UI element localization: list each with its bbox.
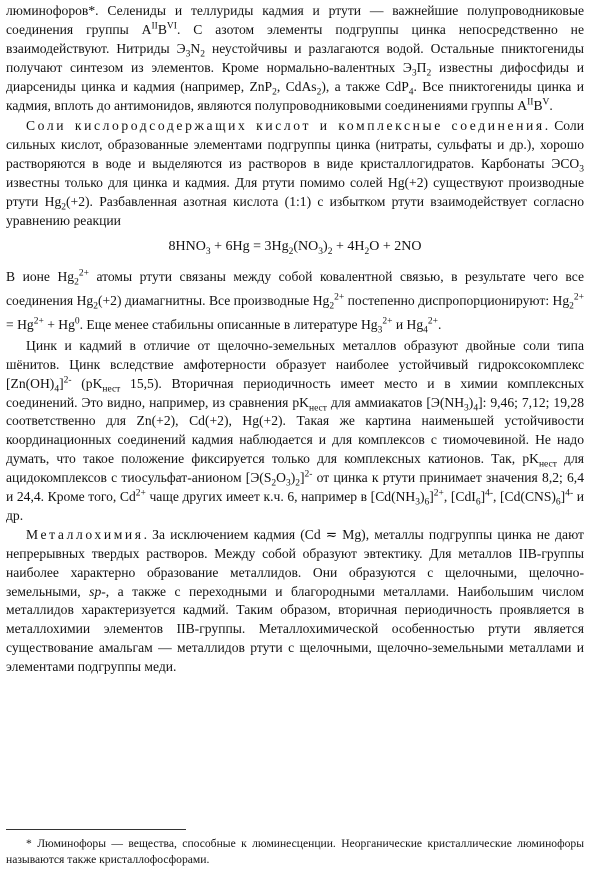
paragraph-metallochemistry [6, 526, 584, 677]
subscript: 2 [295, 478, 300, 489]
paragraph-complexes [6, 337, 584, 526]
superscript: 2+ [135, 488, 146, 499]
subscript: 2 [569, 301, 574, 312]
subscript: 4 [54, 384, 60, 395]
subscript: 2 [200, 49, 205, 60]
text-run: + Hg [43, 316, 75, 332]
text-run: В ионе Hg [6, 268, 75, 284]
subscript: 3 [318, 246, 324, 257]
text-run: . Соли сильных кислот, образованные элементами подгруппы цинка (нитраты, сульфаты и др.), хорошо растворяются в воде и выделяются из растворов в виде кристаллогидратов. Карбонаты ЭCO [6, 118, 584, 172]
text-run: -, а также с переходными и благородными металлами. Наибольшим числом металлидов характеризуется кадмий. Таким образом, вторичная периодичность проявляется в металлохимии элементов IIB-группы. Металлохимической особенностью ртути является существование амальгам — металлидов ртути с щелочными, щелочно-земельными металлами и элементами подгруппы меди. [6, 583, 584, 675]
text-run: . За исключением кадмия (Cd [143, 526, 326, 542]
subscript: 3 [205, 246, 211, 257]
text-run: 8HNO [168, 238, 206, 254]
superscript: V [542, 97, 550, 107]
text-run: неустойчивы и разлагаются водой. Остальные пниктогениды получают синтезом из элементов. Кроме нормально-валентных Э [6, 40, 585, 75]
text-run: известны только для цинка и кадмия. Для ртути помимо солей Hg(+2) существуют производные ртути Hg [6, 175, 584, 210]
subscript: 4 [423, 325, 428, 336]
text-run: ]: 9,46; 7,12; 19,28 соответственно для Zn(+2), Cd(+2), Hg(+2). Такая же картина наименьшей устойчивости координационных соединений кадмия наблюдается и для комплексов с тиомочевиной. Не надо думать, что такое положение фиксируется только для комплексных катионов. Так, pK [6, 394, 584, 467]
text-run: N [190, 40, 201, 56]
text-run: . С азотом элементы подгруппы цинка непосредственно не взаимодействуют. Нитриды Э [6, 21, 584, 56]
subscript: 3 [185, 49, 191, 60]
text-run: Цинк и кадмий в отличие от щелочно-земельных металлов образуют двойные соли типа шёнитов. Цинк вследствие амфотерности образует наиболее устойчивый гидроксокомплекс [Zn(OH) [6, 337, 584, 391]
text-run: известны дифосфиды и диарсениды цинка и кадмия (например, ZnP [6, 59, 584, 94]
text-run: и др. [6, 489, 585, 523]
subscript: 2 [364, 246, 370, 257]
subscript: 3 [377, 325, 383, 336]
subscript: 2 [329, 301, 335, 312]
text-run: = Hg [6, 316, 34, 332]
subscript: нест [308, 403, 327, 414]
paragraph-semiconductors [6, 2, 584, 115]
subscript: 3 [579, 164, 584, 175]
text-run: и Hg [392, 316, 424, 332]
subscript: 6 [555, 497, 561, 508]
subscript: 2 [271, 478, 277, 489]
text-run: ) [419, 489, 425, 505]
text-run: от цинка к ртути принимает значения 8,2; 6,4 и 24,4. Кроме того, Cd [6, 470, 584, 505]
text-run: ) [468, 394, 474, 410]
superscript: 2+ [334, 292, 345, 303]
text-run: , CdAs [276, 78, 317, 94]
text-run: . Все пниктогениды цинка и кадмия, вплоть до антимонидов, являются полупроводниковыми соединениями группы A [6, 78, 584, 113]
subscript: 2 [93, 301, 98, 312]
subscript: 4 [408, 87, 414, 98]
text-run: B [157, 21, 167, 37]
superscript: 4- [565, 488, 574, 499]
footnote-divider [6, 829, 186, 830]
superscript: II [527, 97, 534, 107]
text-run: B [533, 97, 543, 113]
superscript: 2+ [382, 316, 393, 327]
text-run: постепенно диспропорционируют: Hg [344, 292, 570, 308]
superscript: 0 [74, 316, 80, 327]
text-run: . Еще менее стабильны описанные в литературе Hg [79, 316, 378, 332]
text-run: ] [429, 489, 434, 505]
text-run: ] [300, 470, 305, 486]
superscript: VI [166, 21, 177, 32]
paragraph-mercury-ion [6, 265, 584, 337]
superscript: 2+ [427, 316, 438, 327]
text-run: ) [290, 470, 296, 486]
text-run: для аммиакатов [Э(NH [326, 394, 465, 410]
superscript: 2+ [433, 488, 444, 499]
subscript: 3 [415, 497, 420, 508]
text-run: O [276, 470, 286, 486]
subscript: 2 [272, 87, 277, 98]
superscript: 2+ [33, 316, 44, 327]
text-run: (pK [71, 375, 103, 391]
text-run: для ацидокомплексов с тиосульфат-анионом [Э(S [6, 451, 584, 486]
subscript: нест [102, 384, 121, 395]
approx-equal-symbol: ≂ [325, 526, 338, 542]
superscript: 2- [63, 375, 72, 386]
footnote: * Люминофоры — вещества, способные к люминесценции. Неорганические кристаллические люминофоры называются также кристаллофосфорами. [6, 837, 584, 866]
subscript: 3 [411, 68, 417, 79]
reaction-equation [6, 238, 584, 257]
text-run: . [438, 316, 442, 332]
subscript: 6 [475, 497, 481, 508]
superscript: 2+ [573, 292, 584, 303]
text-run: люминофоров*. Селениды и теллуриды кадмия и ртути — важнейшие полупроводниковые соединения группы A [6, 3, 584, 37]
text-run: ), а также CdP [321, 78, 409, 94]
text-run: ] [560, 489, 566, 505]
paragraph-oxysalts [6, 117, 584, 230]
text-run: + 6Hg = 3Hg [210, 238, 289, 254]
text-run: (+2) диамагнитны. Все производные Hg [97, 292, 330, 308]
subscript: 2 [288, 246, 294, 257]
superscript: 2- [304, 469, 313, 480]
subscript: нест [538, 459, 557, 470]
subscript: 2 [74, 277, 79, 288]
text-run: ] [59, 375, 64, 391]
section-heading-oxysalts: Соли кислородсодержащих кислот и комплексные соединения [26, 118, 545, 134]
text-run: , [Cd(CNS) [493, 489, 556, 505]
subscript: 2 [327, 246, 333, 257]
subscript: 3 [464, 403, 469, 414]
subscript: 6 [424, 497, 430, 508]
text-run: Mg), металлы подгруппы цинка не дают непрерывных твердых растворов. Между собой образуют эвтектику. Для металлов IIB-группы наиболее характерно образование металлидов. Они образуются с щелочными, щелочно-земельными, [6, 526, 584, 599]
text-run: , [CdI [443, 489, 476, 505]
superscript: 2+ [78, 268, 89, 279]
text-run: . [549, 97, 553, 113]
text-run: (+2). Разбавленная азотная кислота (1:1) с избытком ртути взаимодействует согласно уравнению реакции [6, 194, 584, 228]
subscript: 2 [61, 202, 67, 213]
text-run: П [416, 59, 427, 75]
text-run: O + 2NO [369, 238, 422, 254]
subscript: 2 [316, 87, 322, 98]
text-run: + 4H [332, 238, 365, 254]
superscript: 4- [485, 488, 494, 499]
text-run: чаще других имеет к.ч. 6, например в [Cd(NH [145, 489, 416, 505]
subscript: 4 [473, 403, 479, 414]
text-run: ) [323, 238, 328, 254]
text-run: ] [480, 489, 486, 505]
text-run: атомы ртути связаны между собой ковалентной связью, в результате чего все соединения Hg [6, 268, 585, 308]
subscript: 3 [285, 478, 291, 489]
subscript: 2 [426, 68, 432, 79]
section-heading-metallochemistry: Металлохимия [26, 526, 144, 542]
superscript: II [151, 21, 158, 32]
text-run: 15,5). Вторичная периодичность имеет место и в химии комплексных соединений. Это видно, например, из сравнения pK [6, 375, 585, 410]
text-run: (NO [293, 238, 319, 254]
italic-term: sp [89, 583, 102, 599]
